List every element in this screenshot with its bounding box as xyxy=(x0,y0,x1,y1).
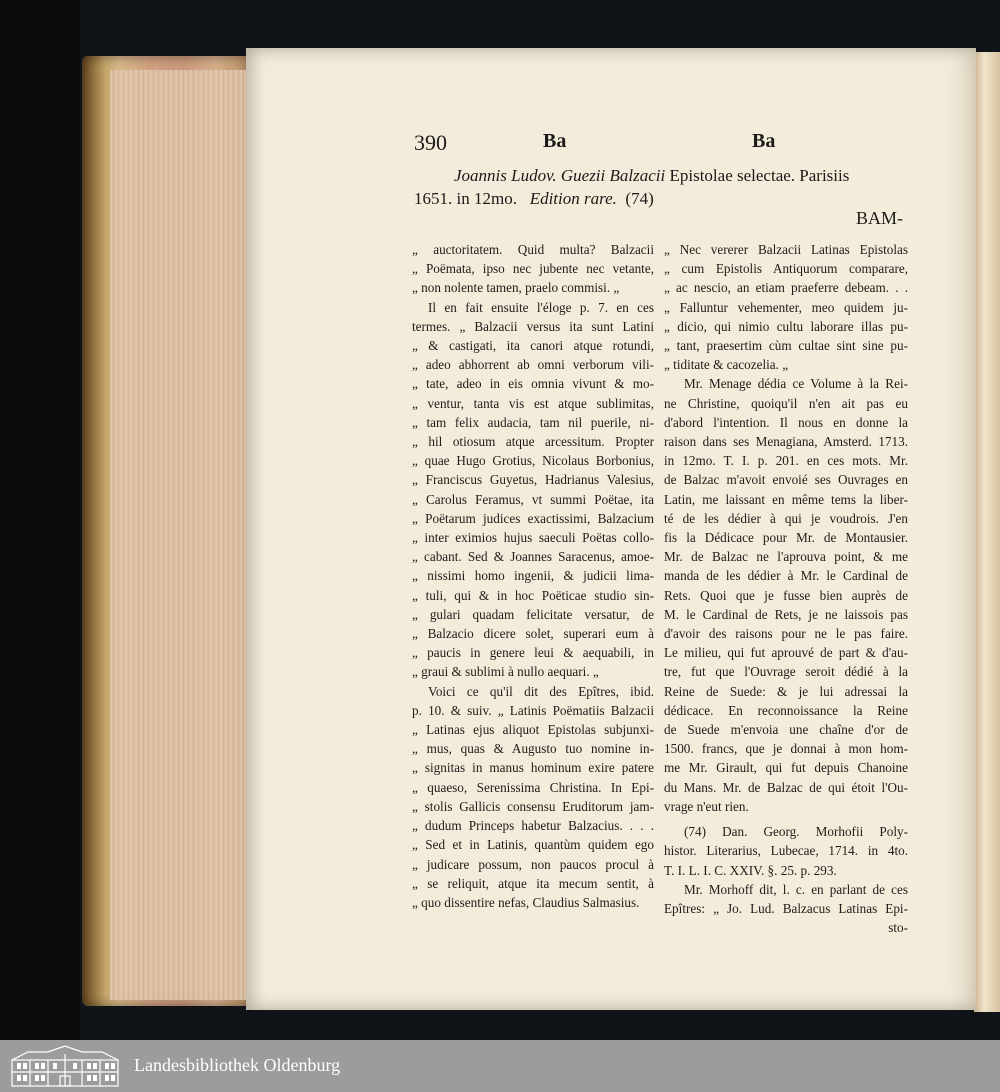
text-line: Mr. de Balzac ne l'aprouva point, & me xyxy=(664,549,908,565)
text-line: raison dans ses Menagiana, Amsterd. 1713. xyxy=(664,434,908,450)
text-line: „ Nec vererer Balzacii Latinas Epistolas xyxy=(664,242,908,257)
text-line: „ Carolus Feramus, vt summi Poëtae, ita xyxy=(412,491,654,507)
text-line: termes. „ Balzacii versus ita sunt Latini xyxy=(412,318,654,334)
running-head-left: Ba xyxy=(543,130,567,152)
right-text-column xyxy=(664,240,908,937)
text-line: „ paucis in genere leui & aequabili, in xyxy=(412,645,654,661)
title-author: Joannis Ludov. Guezii Balzacii xyxy=(454,166,666,185)
title-line-1 xyxy=(414,164,906,187)
text-line: „ ac nescio, an etiam praeferre debeam. . . xyxy=(664,280,908,296)
text-line: „ quaeso, Serenissima Christina. In Epi- xyxy=(412,779,654,795)
text-line: „ Balzacio dicere solet, superari eum à xyxy=(412,626,654,642)
text-line: Mr. Menage dédia ce Volume à la Rei- xyxy=(684,376,908,392)
library-building-logo-icon xyxy=(8,1044,122,1088)
text-line: „ adeo abhorrent ab omni verborum vili- xyxy=(412,357,654,373)
text-line: Rets. Quoi que je fusse bien auprès de xyxy=(664,587,908,603)
title-footnote-ref: (74) xyxy=(625,189,654,208)
text-line: manda de les dédier à Mr. le Cardinal de xyxy=(664,568,908,584)
text-line: „ tuli, qui & in hoc Poëticae studio sin- xyxy=(412,587,654,603)
text-line: Voici ce qu'il dit des Epîtres, ibid. xyxy=(428,683,654,699)
text-line: té de les dédier à qui je voudrois. J'en xyxy=(664,510,908,526)
text-line: „ Franciscus Guyetus, Hadrianus Valesius, xyxy=(412,472,654,488)
text-line: „ stolis Gallicis consensu Eruditorum jam- xyxy=(412,798,654,814)
text-line: „ judicare possum, non paucos procul à xyxy=(412,856,654,872)
text-line: Mr. Morhoff dit, l. c. en parlant de ces xyxy=(684,881,908,897)
text-line: dédicace. En reconnoissance la Reine xyxy=(664,702,908,718)
text-line: „ & castigati, ita canori atque rotundi, xyxy=(412,338,654,354)
title-work: Epistolae selectae. Parisiis xyxy=(669,166,850,185)
text-line: de Suede m'envoia une chaîne d'or de xyxy=(664,722,908,738)
text-line: „ quae Hugo Grotius, Nicolaus Borbonius, xyxy=(412,453,654,469)
text-line: „ dudum Princeps habetur Balzacius. . . . xyxy=(412,818,654,834)
text-line: „ hil otiosum atque arcessitum. Propter xyxy=(412,434,654,450)
text-line: „ tate, adeo in eis omnia vivunt & mo- xyxy=(412,376,654,392)
text-line: „ graui & sublimi à nullo aequari. „ xyxy=(412,664,599,680)
facing-page-edge xyxy=(974,52,1000,1012)
text-line: vrage n'eut rien. xyxy=(664,798,749,814)
text-line: de Balzac m'avoit envoié ses Ouvrages en xyxy=(664,472,908,488)
entry-title xyxy=(414,164,906,210)
catchword: BAM- xyxy=(856,208,904,228)
left-text-column xyxy=(412,240,654,912)
page-block-edge xyxy=(110,70,248,1000)
text-line: „ cum Epistolis Antiquorum comparare, xyxy=(664,261,908,277)
text-line: d'abord l'intention. Il nous en donne la xyxy=(664,414,908,430)
title-imprint: 1651. in 12mo. xyxy=(414,189,517,208)
title-line-2 xyxy=(414,187,906,210)
text-line: du Mans. Mr. de Balzac de qui étoit l'Ou- xyxy=(664,779,908,795)
text-line: „ signitas in manus hominum exire patere xyxy=(412,760,654,776)
text-line: Il en fait ensuite l'éloge p. 7. en ces xyxy=(428,299,654,315)
institution-name: Landesbibliothek Oldenburg xyxy=(134,1055,341,1075)
text-line: fis la Dédicace pour Mr. de Montausier. xyxy=(664,530,908,546)
text-line: „ auctoritatem. Quid multa? Balzacii xyxy=(412,242,654,257)
text-line: „ tant, praesertim cùm cultae sint sine pu- xyxy=(664,338,908,354)
text-line: „ Poëmata, ipso nec jubente nec vetante, xyxy=(412,261,654,277)
text-line: „ nissimi homo ingenii, & judicii lima- xyxy=(412,568,654,584)
text-line: „ ventur, tanta vis est atque sublimitas, xyxy=(412,395,654,411)
text-line: „ se reliquit, atque ita mecum sentit, à xyxy=(412,875,654,891)
text-line: Latin, me laissant en même tems la liber- xyxy=(664,491,908,507)
text-line: Reine de Suede: & je lui adressai la xyxy=(664,683,908,699)
text-line: „ dicio, qui nimio cultu laborare illas pu- xyxy=(664,318,908,334)
text-line: „ tiditate & cacozelia. „ xyxy=(664,357,789,373)
text-line: in 12mo. T. I. p. 201. en ces mots. Mr. xyxy=(664,453,908,469)
text-line: Epîtres: „ Jo. Lud. Balzacus Latinas Epi- xyxy=(664,900,908,916)
text-line: me Mr. Girault, qui fut depuis Chanoine xyxy=(664,760,908,776)
text-line: ne Christine, quoiqu'il n'en ait pas eu xyxy=(664,395,908,411)
text-line: „ Sed et in Latinis, quantùm quidem ego xyxy=(412,837,654,853)
text-line: „ inter eximios hujus saeculi Poëtas collo- xyxy=(412,530,654,546)
text-line: sto- xyxy=(888,920,908,936)
text-line: p. 10. & suiv. „ Latinis Poëmatiis Balzacii xyxy=(412,702,654,718)
text-line: „ Falluntur vehementer, meo quidem ju- xyxy=(664,299,908,315)
text-line: T. I. L. I. C. XXIV. §. 25. p. 293. xyxy=(664,862,837,878)
text-line: „ tam felix audacia, tam nil puerile, ni- xyxy=(412,414,654,430)
text-line: 1500. francs, que je donnai à mon hom- xyxy=(664,741,908,757)
text-line: „ Poëtarum judices exactissimi, Balzacium xyxy=(412,510,654,526)
text-line: (74) Dan. Georg. Morhofii Poly- xyxy=(684,824,908,840)
running-head-right: Ba xyxy=(752,130,776,152)
text-line: histor. Literarius, Lubecae, 1714. in 4to. xyxy=(664,843,908,859)
text-line: „ cabant. Sed & Joannes Saracenus, amoe- xyxy=(412,549,654,565)
text-line: d'avoir des raisons pour ne le pas faire. xyxy=(664,626,908,642)
text-line: „ Latinas ejus aliquot Epistolas subjunxi- xyxy=(412,722,654,738)
text-line: „ gulari quadam felicitate versatur, de xyxy=(412,606,654,622)
text-line: „ non nolente tamen, praelo commisi. „ xyxy=(412,280,620,296)
page-number: 390 xyxy=(414,130,447,155)
text-line: „ mus, quas & Augusto tuo nomine in- xyxy=(412,741,654,757)
text-line: tre, fut que l'Ouvrage seroit dédié à la xyxy=(664,664,908,680)
text-line: Le milieu, qui fut aprouvé de part & d'au- xyxy=(664,645,908,661)
text-line: „ quo dissentire nefas, Claudius Salmasius. xyxy=(412,894,640,910)
page-header xyxy=(414,130,904,158)
title-edition-note: Edition rare. xyxy=(529,189,617,208)
scan-background xyxy=(0,0,80,1040)
text-line: M. le Cardinal de Rets, je ne laissois pas xyxy=(664,606,908,622)
